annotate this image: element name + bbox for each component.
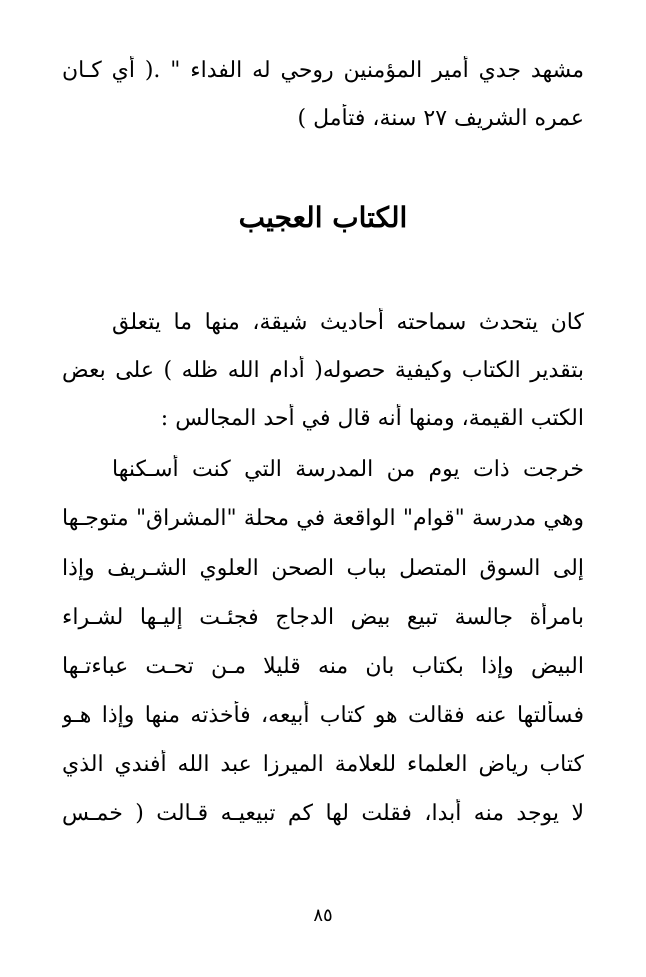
paragraph-line: بتقدير الكتاب وكيفية حصوله( أدام الله ظله ) على بعض bbox=[62, 358, 584, 383]
paragraph-line: بامرأة جالسة تبيع بيض الدجاج فجئـت إليـها لشـراء bbox=[62, 605, 584, 630]
paragraph-line: خرجت ذات يوم من المدرسة التي كنت أسـكنها bbox=[112, 457, 584, 482]
paragraph-line: الكتب القيمة، ومنها أنه قال في أحد المجالس : bbox=[160, 406, 584, 431]
page-number: ٨٥ bbox=[313, 905, 333, 926]
paragraph-line: لا يوجد منه أبدا، فقلت لها كم تبيعيـه قـالت ( خمـس bbox=[62, 801, 584, 826]
section-title: الكتاب العجيب bbox=[238, 201, 408, 234]
paragraph-line: كتاب رياض العلماء للعلامة الميرزا عبد الله أفندي الذي bbox=[62, 752, 584, 777]
intro-line: عمره الشريف ٢٧ سنة، فتأمل ) bbox=[297, 106, 584, 131]
paragraph-line: البيض وإذا بكتاب بان منه قليلا مـن تحـت عباءتـها bbox=[62, 654, 584, 679]
paragraph-line: إلى السوق المتصل بباب الصحن العلوي الشـريف وإذا bbox=[62, 556, 584, 581]
paragraph-line: فسألتها عنه فقالت هو كتاب أبيعه، فأخذته منها وإذا هـو bbox=[62, 703, 584, 728]
intro-line: مشهد جدي أمير المؤمنين روحي له الفداء " .( أي كـان bbox=[62, 58, 584, 83]
paragraph-line: وهي مدرسة "قوام" الواقعة في محلة "المشراق" متوجـها bbox=[62, 506, 584, 531]
paragraph-line: كان يتحدث سماحته أحاديث شيقة، منها ما يتعلق bbox=[112, 310, 584, 335]
